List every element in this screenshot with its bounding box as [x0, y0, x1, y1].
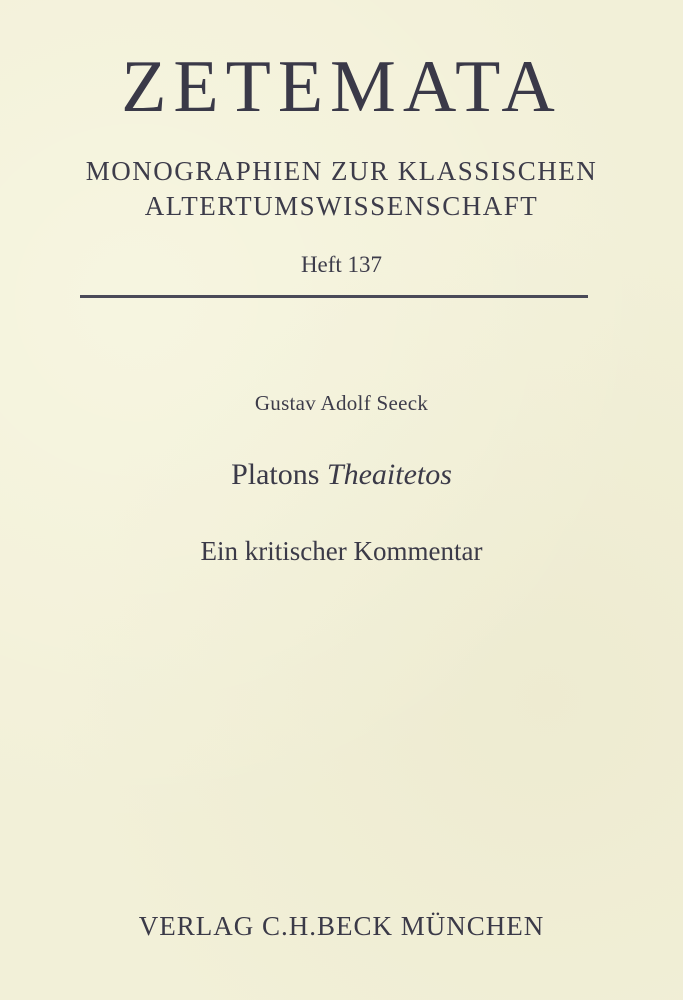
book-subtitle: Ein kritischer Kommentar	[200, 536, 483, 566]
book-title	[0, 460, 683, 490]
series-title: ZETEMATA	[121, 46, 562, 128]
publisher-name: VERLAG C.H.BECK MÜNCHEN	[138, 911, 545, 941]
volume-number: Heft 137	[300, 252, 383, 277]
book-title-prefix: Platons	[231, 458, 320, 491]
author-name: Gustav Adolf Seeck	[254, 391, 429, 415]
book-title-italic: Theaitetos	[326, 458, 452, 491]
series-subtitle-line-1: MONOGRAPHIEN ZUR KLASSISCHEN	[85, 156, 598, 186]
divider-rule	[80, 295, 588, 298]
series-subtitle-line-2: ALTERTUMSWISSENSCHAFT	[144, 191, 539, 221]
